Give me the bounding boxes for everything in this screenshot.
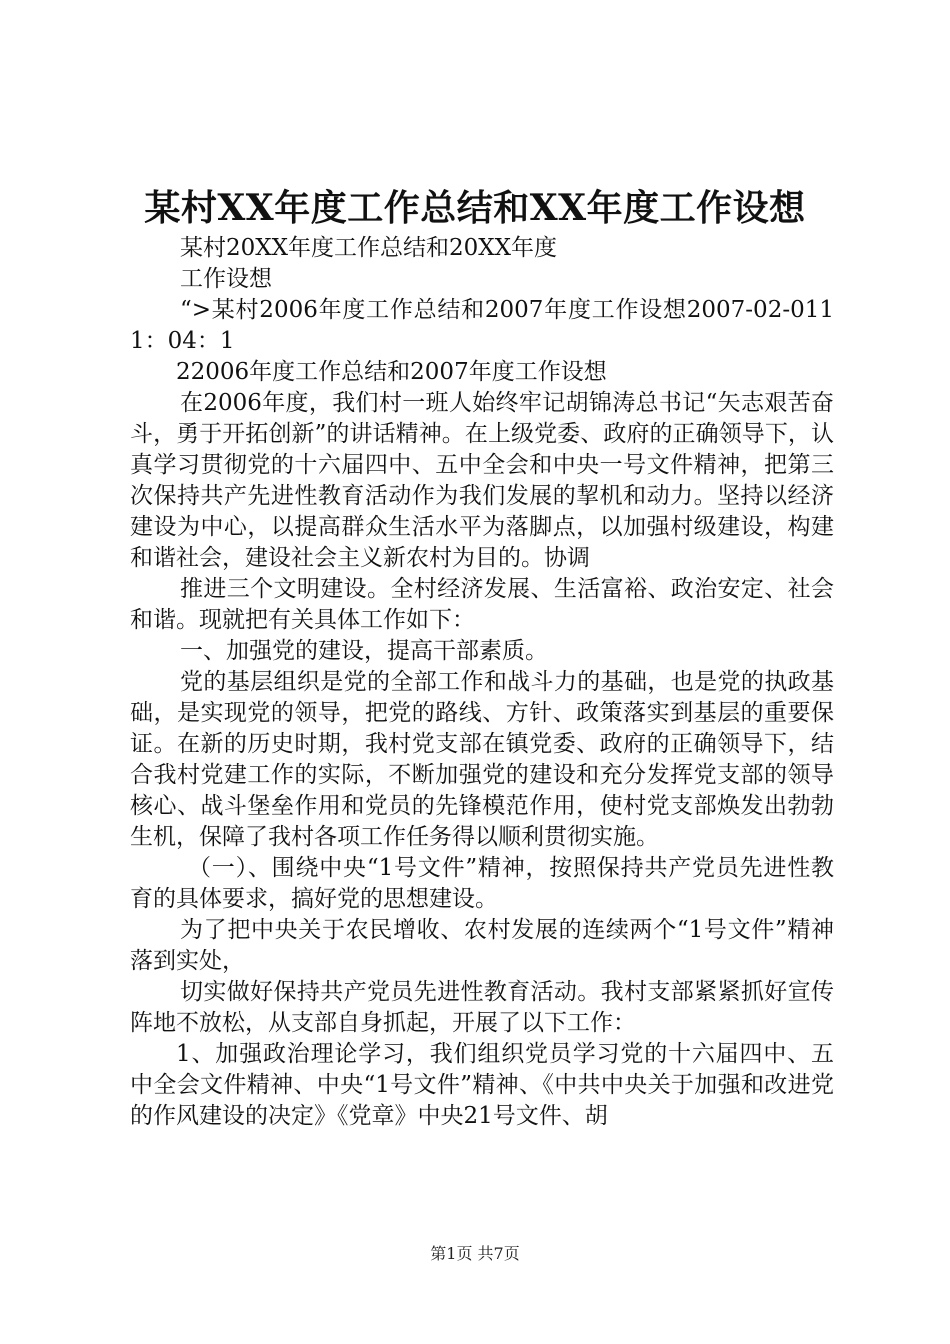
paragraph-source-line: “>某村2006年度工作总结和2007年度工作设想2007-02-0111：04：1 [130,297,834,354]
paragraph-subtitle-line1: 某村20XX年度工作总结和20XX年度 [180,235,558,261]
document-body [130,233,834,1132]
paragraph-subtitle-line2: 工作设想 [180,266,272,292]
document-title: 某村XX年度工作总结和XX年度工作设想 [144,187,806,229]
section-heading-1: 一、加强党的建设，提高干部素质。 [180,638,548,664]
paragraph-summary: 推进三个文明建设。全村经济发展、生活富裕、政治安定、社会和谐。现就把有关具体工作如下： [130,576,834,633]
paragraph-education-activity: 切实做好保持共产党员先进性教育活动。我村支部紧紧抓好宣传阵地不放松，从支部自身抓起，开展了以下工作： [130,979,834,1036]
paragraph-document-spirit: 为了把中央关于农民增收、农村发展的连续两个“1号文件”精神落到实处， [130,917,834,974]
paragraph-party-building: 党的基层组织是党的全部工作和战斗力的基础，也是党的执政基础，是实现党的领导，把党的路线、方针、政策落实到基层的重要保证。在新的历史时期，我村党支部在镇党委、政府的正确领导下，结合我村党建工作的实际，不断加强党的建设和充分发挥党支部的领导核心、战斗堡垒作用和党员的先锋模范作用，使村党支部焕发出勃勃生机，保障了我村各项工作任务得以顺利贯彻实施。 [130,669,834,850]
list-item-1: 1、加强政治理论学习，我们组织党员学习党的十六届四中、五中全会文件精神、中央“1号文件”精神、《中共中央关于加强和改进党的作风建设的决定》《党章》中央21号文件、胡 [130,1041,834,1129]
paragraph-intro: 在2006年度，我们村一班人始终牢记胡锦涛总书记“矢志艰苦奋斗，勇于开拓创新”的讲话精神。在上级党委、政府的正确领导下，认真学习贯彻党的十六届四中、五中全会和中央一号文件精神，把第三次保持共产先进性教育活动作为我们发展的挈机和动力。坚持以经济建设为中心，以提高群众生活水平为落脚点，以加强村级建设，构建和谐社会，建设社会主义新农村为目的。协调 [130,390,834,571]
paragraph-heading: 22006年度工作总结和2007年度工作设想 [176,359,607,385]
page-number-footer: 第1页 共7页 [430,1244,520,1263]
subsection-heading-1: （一）、围绕中央“1号文件”精神，按照保持共产党员先进性教育的具体要求，搞好党的思想建设。 [130,855,834,912]
